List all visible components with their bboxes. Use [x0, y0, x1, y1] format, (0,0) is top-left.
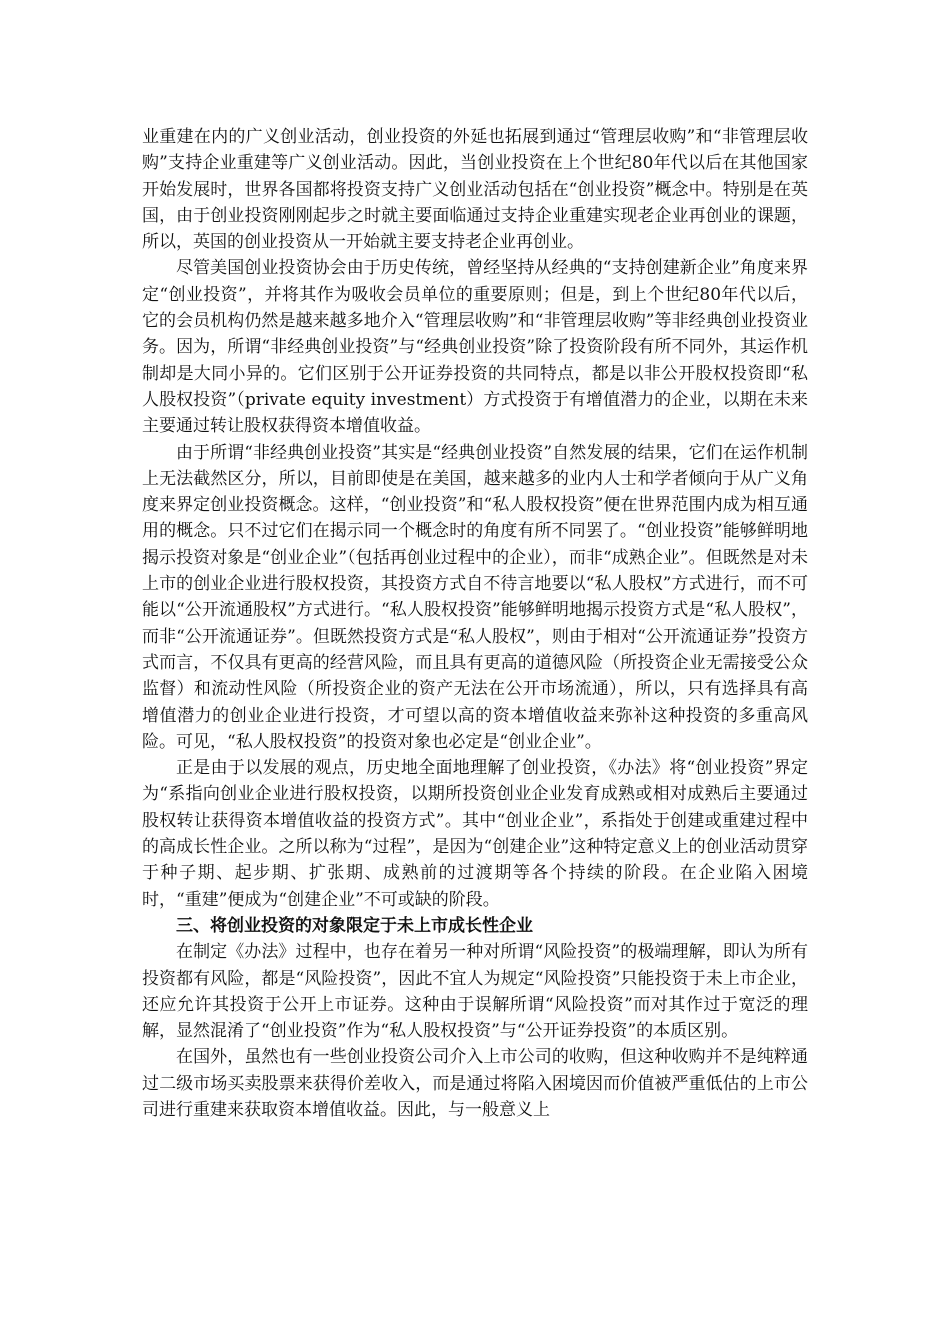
paragraph-6: 在国外，虽然也有一些创业投资公司介入上市公司的收购，但这种收购并不是纯粹通过二级市场买卖股票来获得价差收入，而是通过将陷入困境因而价值被严重低估的上市公司进行重建来获取资本增值收益。因此，与一般意义上	[142, 1047, 808, 1120]
paragraph-3: 由于所谓“非经典创业投资”其实是“经典创业投资”自然发展的结果，它们在运作机制上无法截然区分，所以，目前即使是在美国，越来越多的业内人士和学者倾向于从广义角度来界定创业投资概念。这样，“创业投资”和“私人股权投资”便在世界范围内成为相互通用的概念。只不过它们在揭示同一个概念时的角度有所不同罢了。“创业投资”能够鲜明地揭示投资对象是“创业企业”（包括再创业过程中的企业），而非“成熟企业”。但既然是对未上市的创业企业进行股权投资，其投资方式自不待言地要以“私人股权”方式进行，而不可能以“公开流通股权”方式进行。“私人股权投资”能够鲜明地揭示投资方式是“私人股权”，而非“公开流通证券”。但既然投资方式是“私人股权”，则由于相对“公开流通证券”投资方式而言，不仅具有更高的经营风险，而且具有更高的道德风险（所投资企业无需接受公众监督）和流动性风险（所投资企业的资产无法在公开市场流通），所以，只有选择具有高增值潜力的创业企业进行投资，才可望以高的资本增值收益来弥补这种投资的多重高风险。可见，“私人股权投资”的投资对象也必定是“创业企业”。	[142, 442, 808, 752]
section-heading: 三、将创业投资的对象限定于未上市成长性企业	[176, 915, 533, 936]
paragraph-4: 正是由于以发展的观点，历史地全面地理解了创业投资，《办法》将“创业投资”界定为“系指向创业企业进行股权投资，以期所投资创业企业发育成熟或相对成熟后主要通过股权转让获得资本增值收益的投资方式”。其中“创业企业”，系指处于创建或重建过程中的高成长性企业。之所以称为“过程”，是因为“创建企业”这种特定意义上的创业活动贯穿于种子期、起步期、扩张期、成熟前的过渡期等各个持续的阶段。在企业陷入困境时，“重建”便成为“创建企业”不可或缺的阶段。	[142, 758, 808, 910]
paragraph-5: 在制定《办法》过程中，也存在着另一种对所谓“风险投资”的极端理解，即认为所有投资都有风险，都是“风险投资”，因此不宜人为规定“风险投资”只能投资于未上市企业，还应允许其投资于公开上市证券。这种由于误解所谓“风险投资”而对其作过于宽泛的理解，显然混淆了“创业投资”作为“私人股权投资”与“公开证券投资”的本质区别。	[142, 942, 808, 1042]
document-body	[142, 124, 808, 1123]
paragraph-2: 尽管美国创业投资协会由于历史传统，曾经坚持从经典的“支持创建新企业”角度来界定“创业投资”，并将其作为吸收会员单位的重要原则；但是，到上个世纪80年代以后，它的会员机构仍然是越来越多地介入“管理层收购”和“非管理层收购”等非经典创业投资业务。因为，所谓“非经典创业投资”与“经典创业投资”除了投资阶段有所不同外，其运作机制却是大同小异的。它们区别于公开证券投资的共同特点，都是以非公开股权投资即“私人股权投资”（private equity investment）方式投资于有增值潜力的企业，以期在未来主要通过转让股权获得资本增值收益。	[142, 258, 808, 437]
paragraph-1: 业重建在内的广义创业活动，创业投资的外延也拓展到通过“管理层收购”和“非管理层收购”支持企业重建等广义创业活动。因此，当创业投资在上个世纪80年代以后在其他国家开始发展时，世界各国都将投资支持广义创业活动包括在“创业投资”概念中。特别是在英国，由于创业投资刚刚起步之时就主要面临通过支持企业重建实现老企业再创业的课题，所以，英国的创业投资从一开始就主要支持老企业再创业。	[142, 127, 808, 253]
